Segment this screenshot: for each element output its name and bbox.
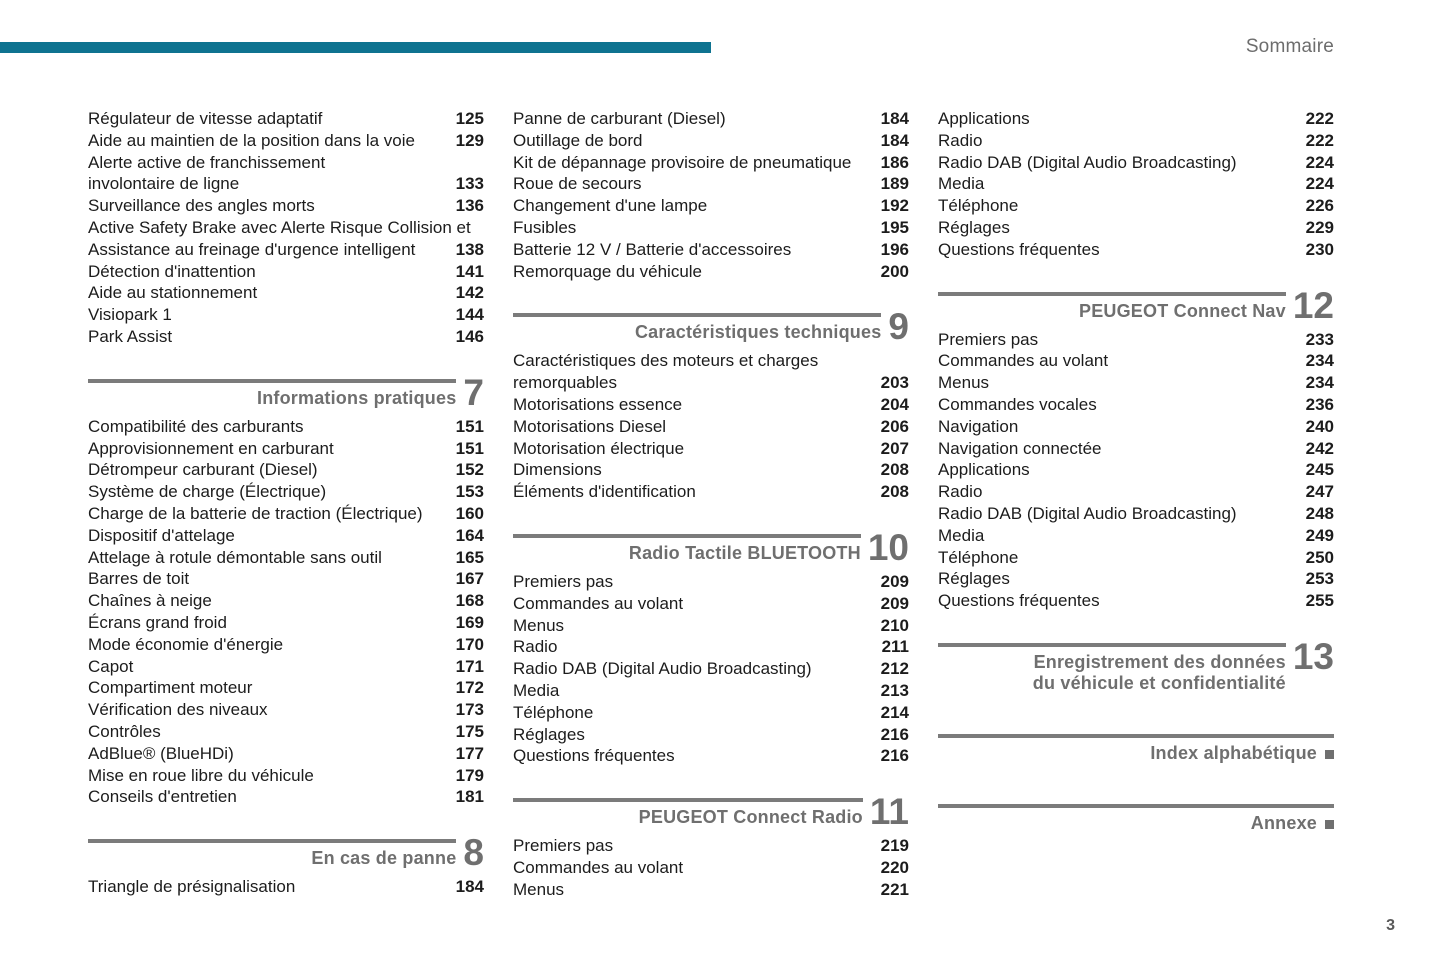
- section-title-line: Enregistrement des données: [1033, 651, 1286, 672]
- toc-entry-page: 175: [455, 721, 484, 741]
- toc-entry-page: 209: [880, 593, 909, 613]
- toc-entry-page: 224: [1305, 152, 1334, 172]
- toc-entry-page: 151: [455, 438, 484, 458]
- toc-entry[interactable]: [513, 593, 909, 615]
- section-divider-bar: [938, 292, 1286, 296]
- toc-entry[interactable]: [938, 568, 1334, 590]
- toc-entry[interactable]: [513, 835, 909, 857]
- toc-entry-page: 240: [1305, 416, 1334, 436]
- toc-entry-page: 136: [455, 196, 484, 216]
- toc-entry-page: 234: [1305, 373, 1334, 393]
- section-divider-bar: [938, 804, 1334, 808]
- toc-entry[interactable]: [88, 108, 484, 130]
- toc-entry-page: 184: [880, 109, 909, 128]
- toc-entry-label: Mise en roue libre du véhicule: [88, 765, 314, 785]
- toc-entry-page: 168: [455, 591, 484, 611]
- toc-entry[interactable]: [513, 394, 909, 416]
- toc-entry-label: Motorisations Diesel: [513, 416, 667, 436]
- toc-entry[interactable]: [938, 372, 1334, 394]
- toc-entry-label: Premiers pas: [513, 836, 614, 856]
- toc-entry[interactable]: [938, 481, 1334, 503]
- section-header: [88, 832, 484, 874]
- toc-entry-label: Remorquage du véhicule: [513, 261, 703, 281]
- toc-entry-label: Compatibilité des carburants: [88, 416, 304, 436]
- toc-entry[interactable]: [88, 656, 484, 678]
- toc-entry[interactable]: [513, 372, 909, 394]
- page-header-title: Sommaire: [1245, 36, 1334, 57]
- toc-entry[interactable]: [938, 329, 1334, 351]
- toc-entry-page: 173: [455, 700, 484, 720]
- toc-entry[interactable]: [938, 590, 1334, 612]
- toc-entry-label: Radio DAB (Digital Audio Broadcasting): [513, 659, 812, 679]
- toc-entry[interactable]: [88, 282, 484, 304]
- toc-entry-label: Conseils d'entretien: [88, 787, 237, 807]
- toc-entry-label: Détection d'inattention: [88, 261, 256, 281]
- toc-entry-page: 204: [880, 394, 909, 414]
- toc-entry-page: 146: [455, 326, 484, 346]
- toc-entry[interactable]: [513, 459, 909, 481]
- toc-entry[interactable]: [938, 459, 1334, 481]
- toc-entry[interactable]: [513, 481, 909, 503]
- toc-entry[interactable]: [88, 547, 484, 569]
- section-divider-bar: [513, 534, 861, 538]
- toc-entry[interactable]: [88, 876, 484, 898]
- toc-entry[interactable]: [513, 195, 909, 217]
- toc-entry[interactable]: [88, 152, 484, 174]
- toc-entry-page: 226: [1305, 196, 1334, 216]
- toc-entry-page: 242: [1305, 438, 1334, 458]
- toc-entry[interactable]: [88, 326, 484, 348]
- toc-entry-page: 221: [880, 879, 909, 899]
- toc-entry-label: Vérification des niveaux: [88, 700, 268, 720]
- toc-entry-label: Media: [938, 525, 985, 545]
- toc-entry-label: Contrôles: [88, 721, 161, 741]
- toc-entry-label: Outillage de bord: [513, 130, 643, 150]
- toc-entry-label: Changement d'une lampe: [513, 196, 708, 216]
- section-title-line: En cas de panne: [311, 848, 457, 869]
- toc-entry-label: Premiers pas: [938, 329, 1039, 349]
- toc-entry-page: 152: [455, 460, 484, 480]
- toc-entry-page: 222: [1305, 130, 1334, 150]
- section-header: [938, 635, 1334, 694]
- toc-entry[interactable]: [938, 217, 1334, 239]
- toc-entry-label: Menus: [513, 615, 565, 635]
- section-header: [938, 284, 1334, 326]
- toc-entry[interactable]: [88, 677, 484, 699]
- toc-entry-page: 208: [880, 482, 909, 502]
- section-header: [513, 306, 909, 348]
- toc-entry-label: Visiopark 1: [88, 305, 172, 325]
- chapter-number: 12: [1292, 284, 1334, 326]
- toc-entry-page: 170: [455, 634, 484, 654]
- toc-entry-page: 153: [455, 482, 484, 502]
- toc-entry-label: AdBlue® (BlueHDi): [88, 743, 234, 763]
- toc-entry-label: Attelage à rotule démontable sans outil: [88, 547, 382, 567]
- toc-entry[interactable]: [513, 658, 909, 680]
- toc-entry[interactable]: [88, 612, 484, 634]
- toc-entry-page: 255: [1305, 591, 1334, 611]
- toc-entry-label: Caractéristiques des moteurs et charges: [513, 351, 819, 371]
- toc-entry-label: Radio DAB (Digital Audio Broadcasting): [938, 152, 1237, 172]
- section-title-line: Index alphabétique: [1150, 742, 1317, 763]
- section-title: [938, 813, 1334, 834]
- section-header: [513, 791, 909, 833]
- toc-entry-page: 151: [455, 416, 484, 436]
- toc-entry-page: 142: [455, 283, 484, 303]
- toc-entry-page: 192: [880, 196, 909, 216]
- toc-entry-label: Charge de la batterie de traction (Électrique): [88, 503, 423, 523]
- toc-entry-page: 144: [455, 305, 484, 325]
- toc-entry-label: Téléphone: [938, 196, 1019, 216]
- toc-entry-label: Radio DAB (Digital Audio Broadcasting): [938, 503, 1237, 523]
- toc-entry[interactable]: [88, 634, 484, 656]
- toc-entry-page: 184: [455, 877, 484, 897]
- toc-entry[interactable]: [513, 108, 909, 130]
- toc-entry[interactable]: [513, 615, 909, 637]
- section-title-line: PEUGEOT Connect Radio: [638, 807, 863, 828]
- toc-entry[interactable]: [513, 217, 909, 239]
- accent-bar: [0, 42, 711, 53]
- toc-entry-label: Kit de dépannage provisoire de pneumatique: [513, 152, 852, 172]
- toc-entry[interactable]: [88, 590, 484, 612]
- toc-entry-page: 216: [880, 746, 909, 766]
- toc-entry-label: Park Assist: [88, 326, 173, 346]
- toc-entry-page: 172: [455, 678, 484, 698]
- toc-entry-page: 129: [455, 130, 484, 150]
- toc-entry[interactable]: [88, 765, 484, 787]
- toc-entry-page: 219: [880, 836, 909, 856]
- toc-entry-page: 213: [880, 680, 909, 700]
- toc-column-1: [88, 108, 484, 898]
- toc-entry-label: Réglages: [513, 724, 585, 744]
- page-number: 3: [1386, 917, 1395, 934]
- toc-entry-label: Triangle de présignalisation: [88, 877, 296, 897]
- toc-entry[interactable]: [938, 350, 1334, 372]
- section-header: [938, 804, 1334, 834]
- toc-entry[interactable]: [938, 503, 1334, 525]
- toc-entry[interactable]: [513, 857, 909, 879]
- section-marker-square-icon: [1325, 820, 1334, 829]
- toc-entry-label: Questions fréquentes: [513, 746, 675, 766]
- toc-entry-label: Commandes au volant: [513, 593, 684, 613]
- chapter-number: 9: [888, 306, 909, 348]
- section-title: [513, 543, 861, 564]
- section-divider-bar: [513, 313, 881, 317]
- toc-column-2: [513, 108, 909, 901]
- toc-entry[interactable]: [88, 459, 484, 481]
- toc-entry[interactable]: [513, 680, 909, 702]
- toc-entry-page: 138: [455, 239, 484, 259]
- toc-entry-page: 200: [880, 261, 909, 281]
- toc-entry-page: 186: [880, 152, 909, 172]
- toc-entry[interactable]: [938, 394, 1334, 416]
- toc-entry-label: Questions fréquentes: [938, 591, 1100, 611]
- toc-entry[interactable]: [938, 416, 1334, 438]
- toc-entry-page: 203: [880, 373, 909, 393]
- toc-entry-page: 133: [455, 174, 484, 194]
- toc-entry-label: Téléphone: [938, 547, 1019, 567]
- toc-entry[interactable]: [88, 721, 484, 743]
- toc-entry[interactable]: [88, 699, 484, 721]
- toc-entry-label: Compartiment moteur: [88, 678, 253, 698]
- toc-entry-page: 214: [880, 702, 909, 722]
- section-title-line: Radio Tactile BLUETOOTH: [628, 542, 861, 563]
- chapter-number: 13: [1292, 635, 1334, 677]
- toc-entry-page: 230: [1305, 239, 1334, 259]
- toc-entry-label: Barres de toit: [88, 569, 190, 589]
- toc-entry-label: Dimensions: [513, 460, 602, 480]
- toc-entry[interactable]: [88, 261, 484, 283]
- toc-entry-label: Questions fréquentes: [938, 239, 1100, 259]
- toc-entry-page: 249: [1305, 525, 1334, 545]
- toc-entry-label: Navigation: [938, 416, 1019, 436]
- toc-entry[interactable]: [938, 130, 1334, 152]
- toc-entry-page: 253: [1305, 569, 1334, 589]
- toc-entry-page: 234: [1305, 351, 1334, 371]
- toc-entry-label: Réglages: [938, 217, 1010, 237]
- toc-entry[interactable]: [513, 173, 909, 195]
- toc-entry-label: Chaînes à neige: [88, 591, 212, 611]
- toc-entry-label: Navigation connectée: [938, 438, 1102, 458]
- toc-entry[interactable]: [88, 786, 484, 808]
- toc-entry-label: Commandes au volant: [938, 351, 1109, 371]
- toc-entry-page: 125: [455, 109, 484, 128]
- toc-entry[interactable]: [88, 239, 484, 261]
- toc-entry-page: 207: [880, 438, 909, 458]
- toc-entry-label: Applications: [938, 109, 1030, 128]
- toc-entry-page: 184: [880, 130, 909, 150]
- toc-entry-page: 233: [1305, 329, 1334, 349]
- toc-entry-label: Téléphone: [513, 702, 594, 722]
- toc-entry[interactable]: [88, 568, 484, 590]
- toc-entry-page: 211: [881, 637, 909, 657]
- section-marker-square-icon: [1325, 750, 1334, 759]
- toc-entry-page: 169: [455, 612, 484, 632]
- toc-entry[interactable]: [513, 745, 909, 767]
- toc-entry-page: 141: [455, 261, 484, 281]
- toc-entry-page: 189: [880, 174, 909, 194]
- toc-entry-label: involontaire de ligne: [88, 174, 240, 194]
- toc-entry-page: 167: [455, 569, 484, 589]
- toc-entry[interactable]: [513, 724, 909, 746]
- toc-entry-label: Régulateur de vitesse adaptatif: [88, 109, 323, 128]
- toc-entry-page: 220: [880, 857, 909, 877]
- toc-entry-label: Radio: [513, 637, 558, 657]
- toc-entry[interactable]: [938, 152, 1334, 174]
- toc-entry[interactable]: [88, 173, 484, 195]
- toc-entry[interactable]: [513, 702, 909, 724]
- section-title-line: du véhicule et confidentialité: [1032, 672, 1286, 693]
- toc-entry[interactable]: [88, 525, 484, 547]
- section-title: [938, 301, 1286, 322]
- chapter-number: 8: [463, 832, 484, 874]
- toc-entry-label: Mode économie d'énergie: [88, 634, 284, 654]
- section-title: [513, 807, 863, 828]
- toc-entry-label: remorquables: [513, 373, 617, 393]
- toc-entry[interactable]: [938, 239, 1334, 261]
- section-title-line: Caractéristiques techniques: [634, 322, 882, 343]
- toc-entry-label: Commandes au volant: [513, 857, 684, 877]
- toc-entry-page: 160: [455, 503, 484, 523]
- toc-entry[interactable]: [88, 503, 484, 525]
- toc-entry-label: Radio: [938, 130, 983, 150]
- toc-entry-label: Réglages: [938, 569, 1010, 589]
- toc-entry-page: 195: [880, 217, 909, 237]
- toc-entry-page: 250: [1305, 547, 1334, 567]
- toc-entry-page: 208: [880, 460, 909, 480]
- toc-entry[interactable]: [513, 239, 909, 261]
- section-header: [938, 734, 1334, 764]
- toc-entry-label: Assistance au freinage d'urgence intelligent: [88, 239, 416, 259]
- toc-entry-page: 216: [880, 724, 909, 744]
- section-title-line: PEUGEOT Connect Nav: [1079, 300, 1286, 321]
- toc-entry-label: Menus: [513, 879, 565, 899]
- toc-entry[interactable]: [513, 350, 909, 372]
- toc-entry-label: Batterie 12 V / Batterie d'accessoires: [513, 239, 792, 259]
- toc-entry[interactable]: [938, 108, 1334, 130]
- toc-entry[interactable]: [88, 195, 484, 217]
- toc-entry-page: 196: [880, 239, 909, 259]
- toc-entry-page: 236: [1305, 394, 1334, 414]
- toc-entry-page: 224: [1305, 174, 1334, 194]
- toc-entry-page: 164: [455, 525, 484, 545]
- toc-entry[interactable]: [513, 416, 909, 438]
- chapter-number: 10: [867, 526, 909, 568]
- toc-entry-label: Fusibles: [513, 217, 577, 237]
- toc-entry[interactable]: [938, 547, 1334, 569]
- toc-entry-page: 247: [1305, 482, 1334, 502]
- toc-entry-page: 212: [880, 659, 909, 679]
- toc-entry[interactable]: [88, 743, 484, 765]
- toc-entry-page: 229: [1305, 217, 1334, 237]
- toc-entry-page: 210: [880, 615, 909, 635]
- toc-entry[interactable]: [88, 416, 484, 438]
- section-divider-bar: [88, 839, 456, 843]
- toc-entry-label: Aide au stationnement: [88, 283, 258, 303]
- toc-entry-page: 179: [455, 765, 484, 785]
- toc-entry[interactable]: [938, 195, 1334, 217]
- toc-entry[interactable]: [938, 173, 1334, 195]
- toc-entry[interactable]: [88, 438, 484, 460]
- toc-entry-label: Radio: [938, 482, 983, 502]
- section-divider-bar: [938, 734, 1334, 738]
- toc-entry-label: Éléments d'identification: [513, 482, 696, 502]
- toc-entry-page: 209: [880, 571, 909, 591]
- toc-entry-label: Dispositif d'attelage: [88, 525, 235, 545]
- toc-entry-label: Active Safety Brake avec Alerte Risque Collision et: [88, 217, 471, 237]
- section-header: [513, 526, 909, 568]
- toc-entry[interactable]: [513, 438, 909, 460]
- toc-entry-label: Motorisations essence: [513, 394, 683, 414]
- toc-entry-label: Roue de secours: [513, 174, 642, 194]
- toc-entry-label: Alerte active de franchissement: [88, 152, 326, 172]
- toc-entry-label: Capot: [88, 656, 134, 676]
- section-title-line: Informations pratiques: [257, 387, 457, 408]
- toc-entry[interactable]: [513, 130, 909, 152]
- section-divider-bar: [88, 379, 456, 383]
- toc-entry-label: Commandes vocales: [938, 394, 1097, 414]
- toc-entry[interactable]: [513, 571, 909, 593]
- toc-entry[interactable]: [513, 152, 909, 174]
- chapter-number: 11: [869, 791, 909, 833]
- toc-entry-label: Motorisation électrique: [513, 438, 685, 458]
- toc-entry-page: 177: [455, 743, 484, 763]
- toc-entry[interactable]: [513, 879, 909, 901]
- toc-entry[interactable]: [88, 130, 484, 152]
- toc-entry[interactable]: [938, 438, 1334, 460]
- toc-entry-label: Premiers pas: [513, 571, 614, 591]
- toc-entry-page: 222: [1305, 109, 1334, 128]
- toc-entry-label: Media: [938, 174, 985, 194]
- toc-entry-label: Surveillance des angles morts: [88, 196, 315, 216]
- section-divider-bar: [938, 643, 1286, 647]
- toc-entry-label: Panne de carburant (Diesel): [513, 109, 726, 128]
- toc-entry[interactable]: [513, 261, 909, 283]
- section-title-line: Annexe: [1250, 812, 1317, 833]
- section-title: [938, 743, 1334, 764]
- toc-column-3: [938, 108, 1334, 841]
- chapter-number: 7: [463, 371, 484, 413]
- toc-entry-label: Détrompeur carburant (Diesel): [88, 460, 318, 480]
- section-title: [938, 652, 1286, 694]
- toc-entry[interactable]: [88, 217, 484, 239]
- toc-entry-label: Media: [513, 680, 560, 700]
- toc-entry-label: Écrans grand froid: [88, 612, 227, 632]
- toc-entry-label: Approvisionnement en carburant: [88, 438, 334, 458]
- section-title: [88, 388, 456, 409]
- section-divider-bar: [513, 798, 863, 802]
- toc-entry[interactable]: [513, 636, 909, 658]
- toc-entry-label: Menus: [938, 373, 990, 393]
- toc-entry-page: 171: [455, 656, 484, 676]
- toc-entry-page: 165: [455, 547, 484, 567]
- section-title: [88, 848, 456, 869]
- toc-entry[interactable]: [88, 481, 484, 503]
- toc-entry-label: Applications: [938, 460, 1030, 480]
- toc-entry[interactable]: [88, 304, 484, 326]
- toc-entry-label: Système de charge (Électrique): [88, 482, 327, 502]
- toc-entry-page: 245: [1305, 460, 1334, 480]
- toc-entry[interactable]: [938, 525, 1334, 547]
- section-header: [88, 371, 484, 413]
- toc-entry-page: 248: [1305, 503, 1334, 523]
- toc-entry-page: 181: [455, 787, 484, 807]
- section-title: [513, 322, 881, 343]
- toc-entry-label: Aide au maintien de la position dans la voie: [88, 130, 415, 150]
- toc-entry-page: 206: [880, 416, 909, 436]
